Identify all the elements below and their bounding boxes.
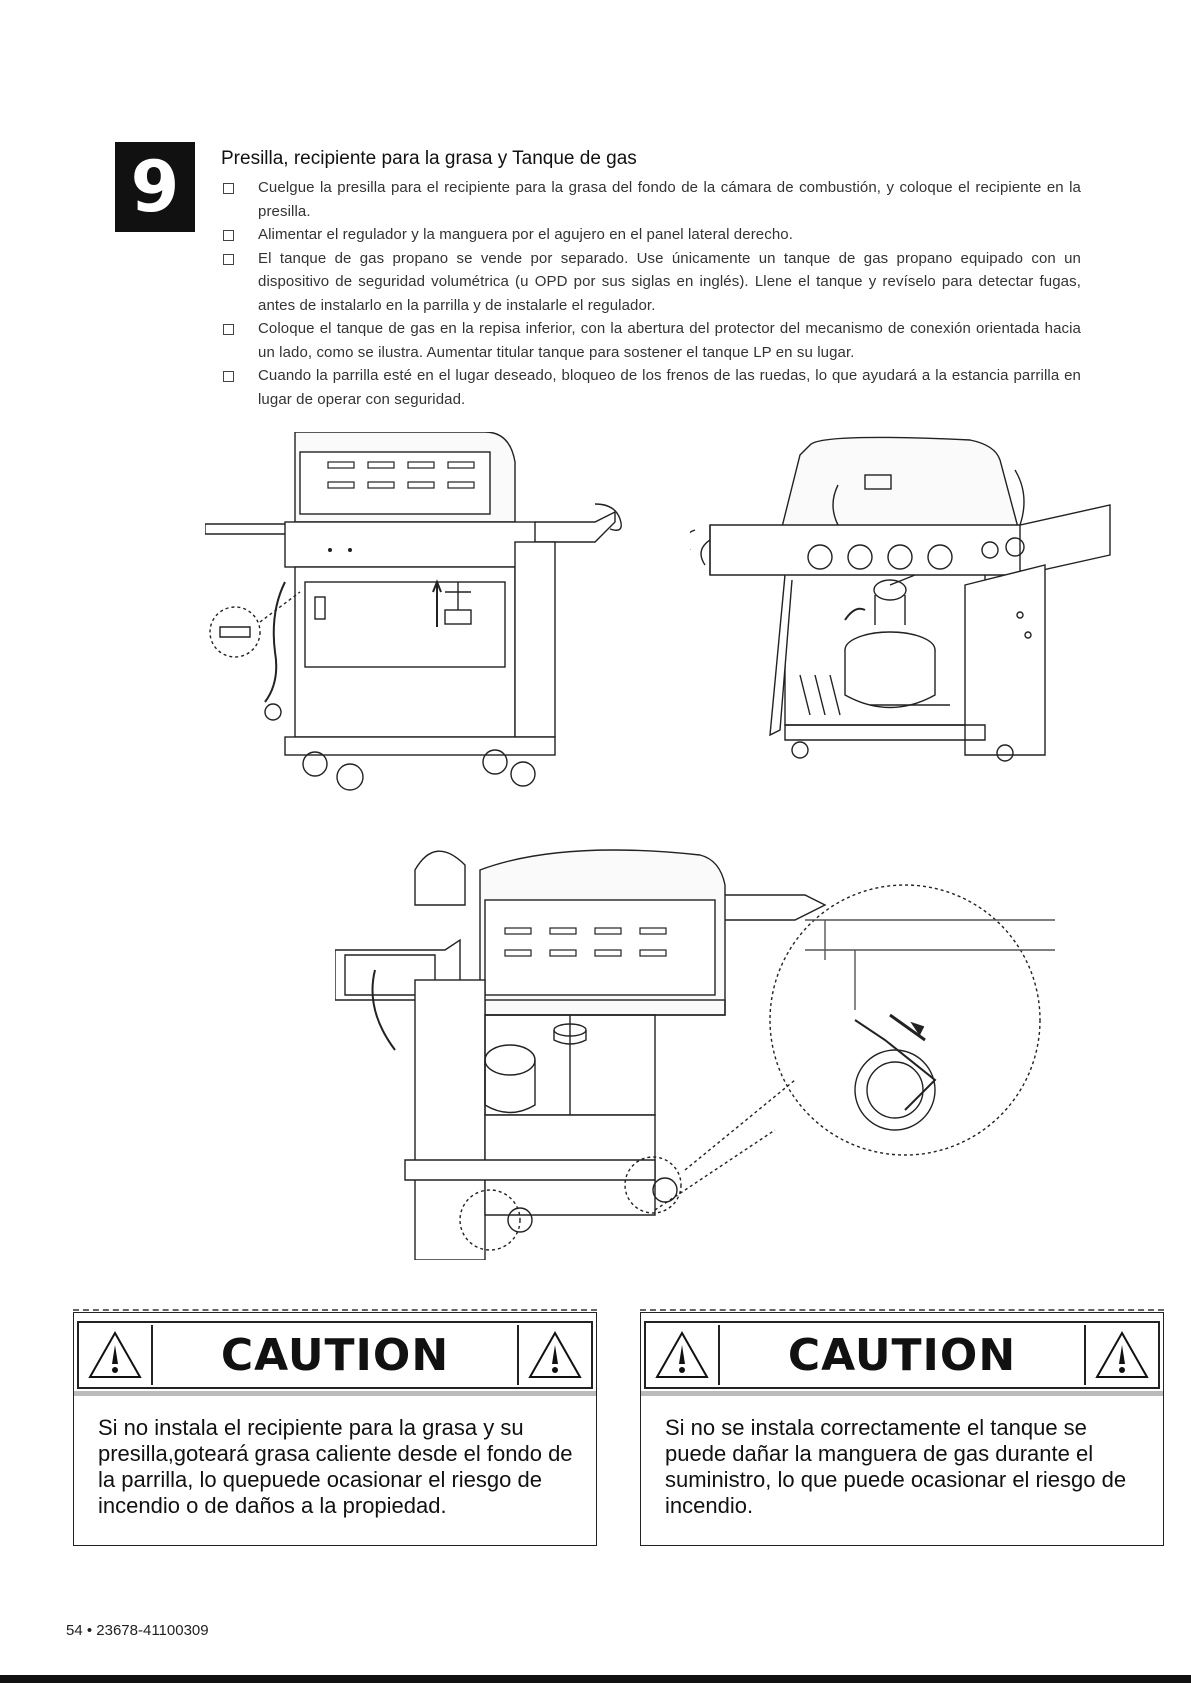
grill-wheel-brake-illustration <box>335 830 1055 1260</box>
bottom-border <box>0 1675 1191 1683</box>
checkbox-icon <box>223 371 234 382</box>
caution-message: Si no instala el recipiente para la grasa y su presilla,goteará grasa caliente desde el fondo de la parrilla, lo quepuede ocasionar el riesgo de incendio o de daños a la propiedad. <box>98 1415 573 1518</box>
warning-triangle-icon <box>79 1325 153 1385</box>
caution-heading: CAUTION <box>787 1329 1017 1381</box>
caution-message: Si no se instala correctamente el tanque se puede dañar la manguera de gas durante el suministro, lo que puede ocasionar el riesgo de incendio. <box>665 1415 1127 1518</box>
checkbox-icon <box>223 230 234 241</box>
checkbox-icon <box>223 324 234 335</box>
caution-divider <box>641 1391 1163 1396</box>
page-footer: 54 • 23678-41100309 <box>66 1622 209 1639</box>
instruction-item: Alimentar el regulador y la manguera por el agujero en el panel lateral derecho. <box>221 223 1081 247</box>
caution-header <box>77 1321 593 1389</box>
caution-heading: CAUTION <box>220 1329 450 1381</box>
instruction-item: Cuelgue la presilla para el recipiente para la grasa del fondo de la cámara de combustión, y coloque el recipiente en la presilla. <box>221 176 1081 223</box>
checkbox-icon <box>223 254 234 265</box>
caution-box-grease <box>73 1312 597 1546</box>
step-title: Presilla, recipiente para la grasa y Tanque de gas <box>221 148 637 169</box>
instruction-item: Coloque el tanque de gas en la repisa inferior, con la abertura del protector del mecanismo de conexión orientada hacia un lado, como se ilustra. Aumentar titular tanque para sostener el tanque LP en su lugar. <box>221 317 1081 364</box>
checkbox-icon <box>223 183 234 194</box>
caution-header <box>644 1321 1160 1389</box>
instruction-item: El tanque de gas propano se vende por separado. Use únicamente un tanque de gas propano equipado con un dispositivo de seguridad volumétrica (u OPD por sus siglas en inglés). Llene el tanque y revíselo para detectar fugas, antes de instalarlo en la parrilla y de instalarle el regulador. <box>221 247 1081 318</box>
step-number: 9 <box>130 146 180 228</box>
instruction-item: Cuando la parrilla esté en el lugar deseado, bloqueo de los frenos de las ruedas, lo que ayudará a la estancia parrilla en lugar de operar con seguridad. <box>221 364 1081 411</box>
caution-box-tank <box>640 1312 1164 1546</box>
instruction-list <box>221 176 1081 411</box>
grill-rear-view-illustration <box>205 432 665 802</box>
grill-front-view-tank-illustration <box>690 435 1130 775</box>
warning-triangle-icon <box>646 1325 720 1385</box>
warning-triangle-icon <box>517 1325 591 1385</box>
caution-divider <box>74 1391 596 1396</box>
warning-triangle-icon <box>1084 1325 1158 1385</box>
step-number-badge <box>115 142 195 232</box>
